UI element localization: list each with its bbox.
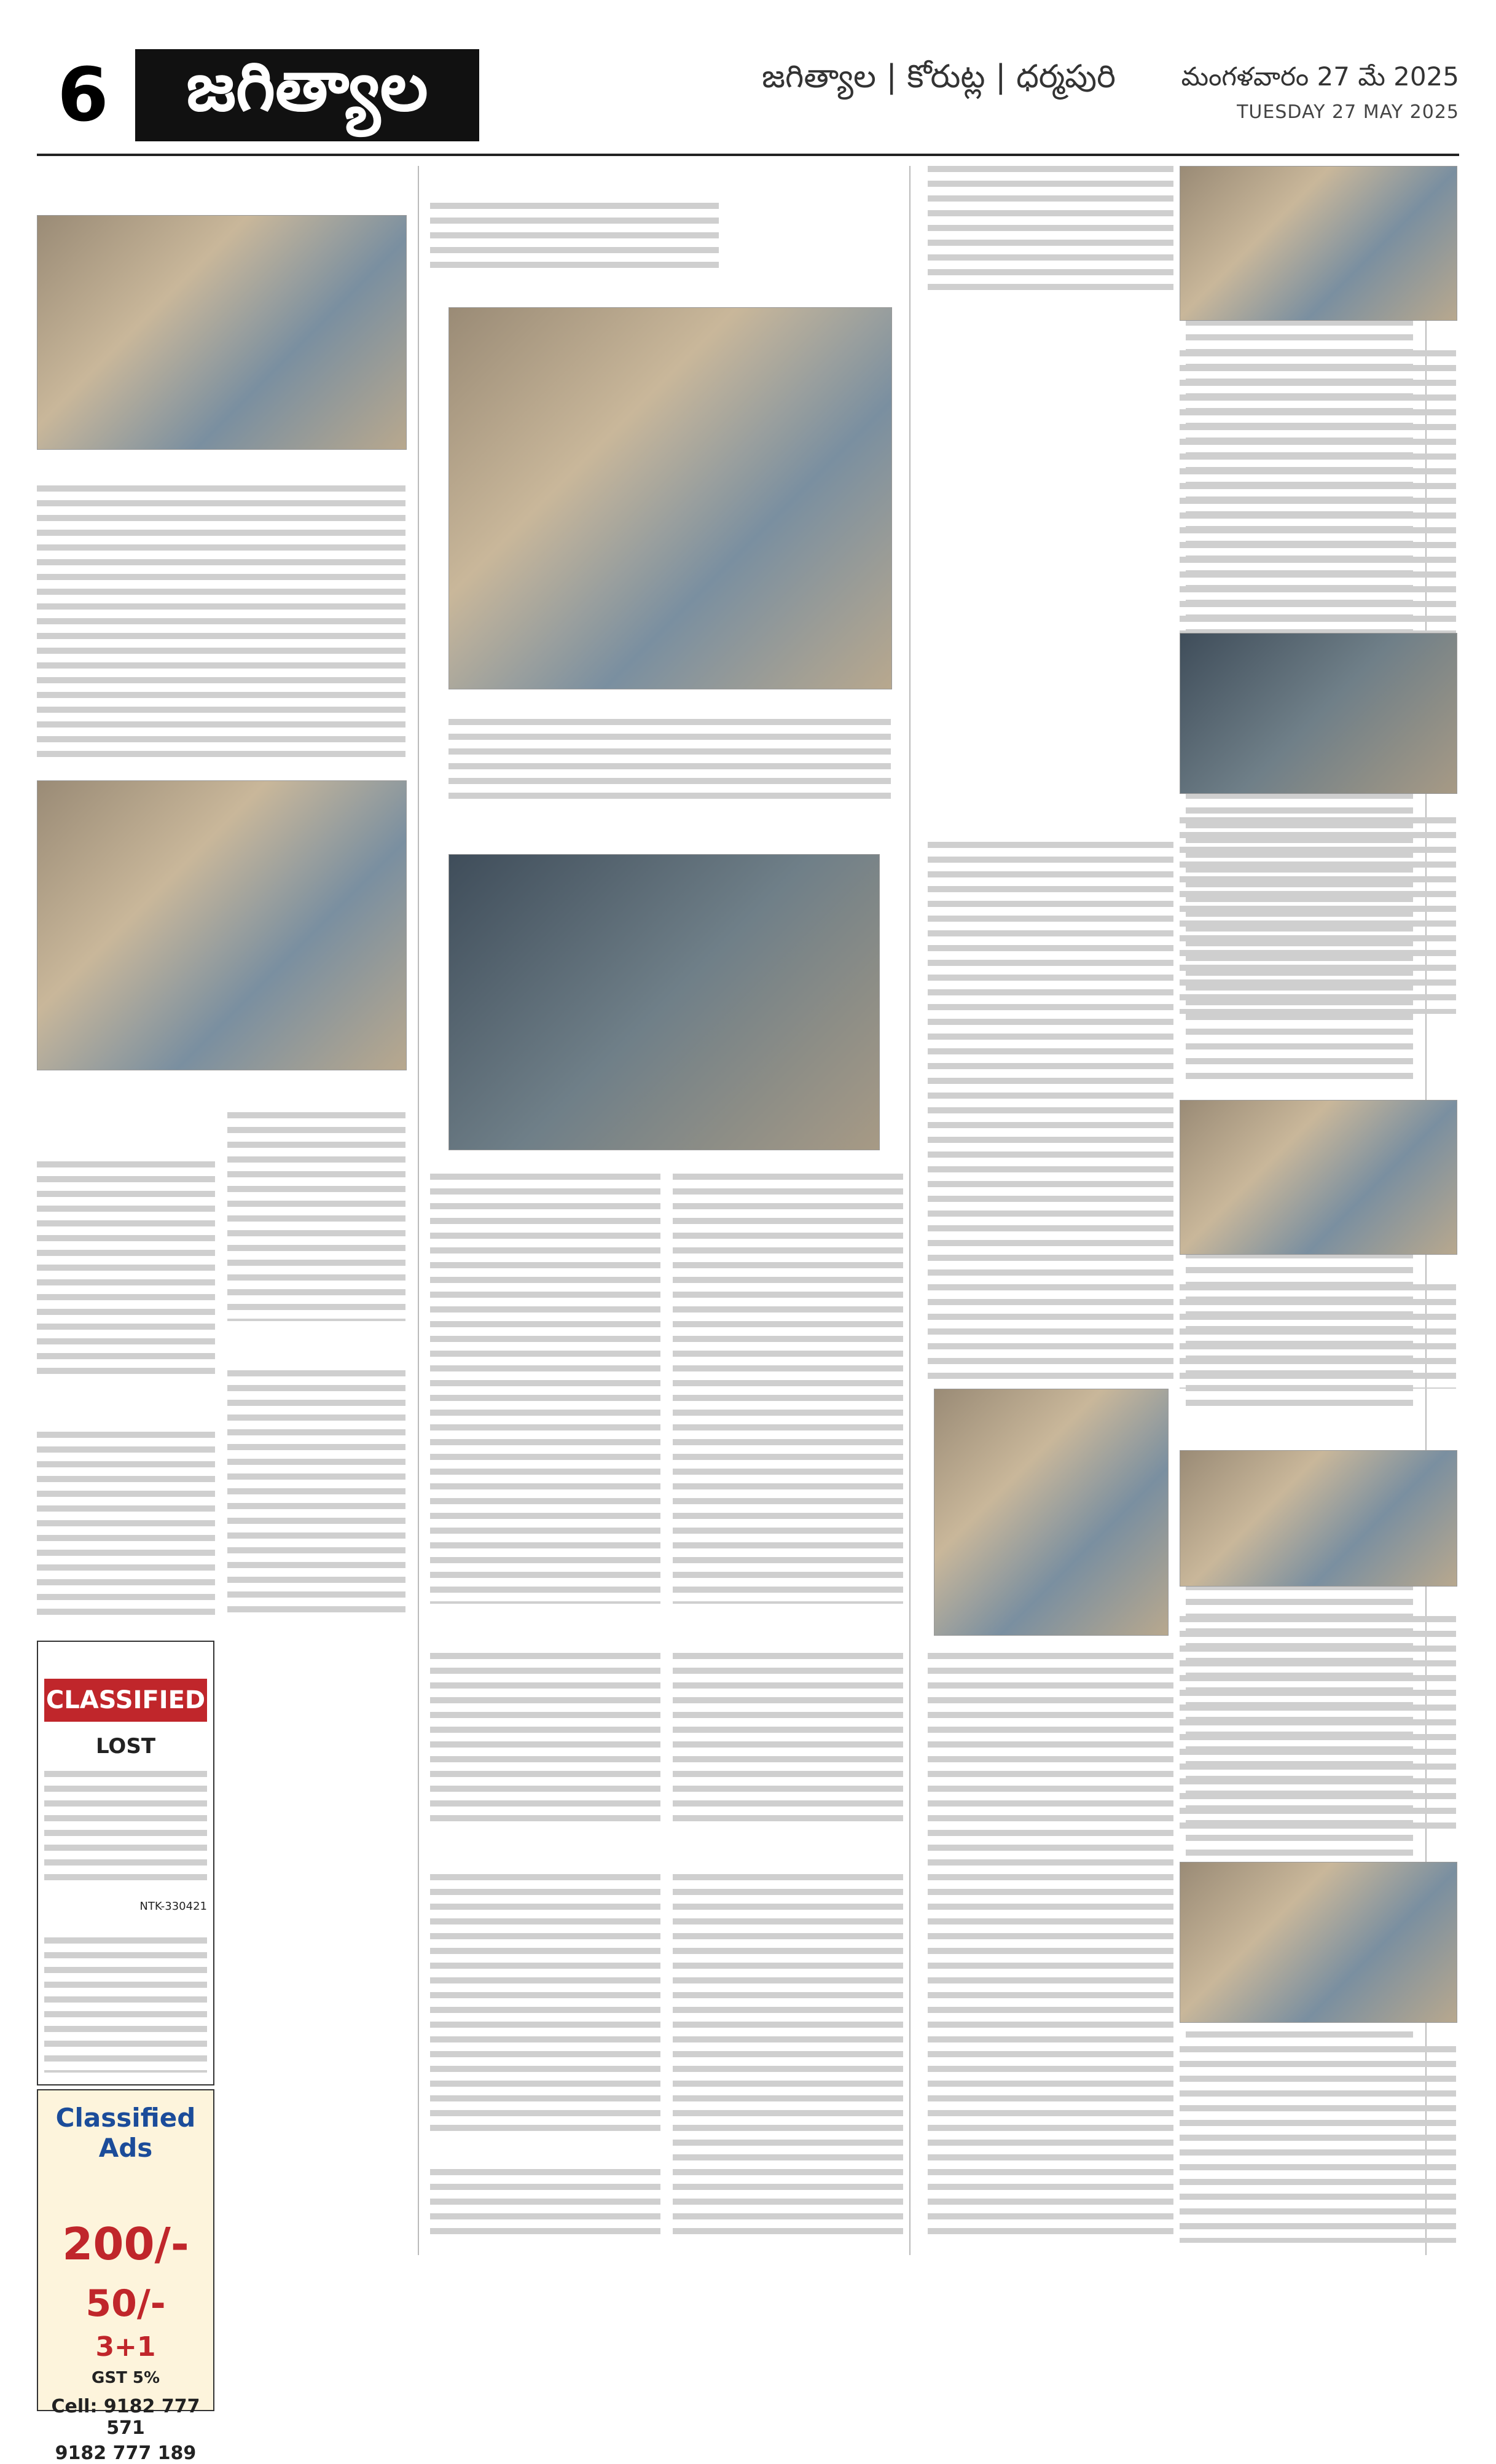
- headline: [430, 203, 719, 270]
- story-photo: [448, 307, 892, 689]
- story-body: [673, 1653, 903, 1825]
- story-body: [37, 1432, 215, 1616]
- lost-label: LOST: [95, 1734, 156, 1759]
- classified-ads-logo: Classified Ads: [55, 2103, 196, 2163]
- story-body: [430, 1653, 660, 1825]
- classified-ad-box: [37, 1641, 214, 2085]
- story-body: [430, 2169, 660, 2243]
- page-title: జగిత్యాల: [135, 49, 479, 141]
- price-extra: 50/-: [85, 2282, 166, 2325]
- story-body: [430, 1874, 660, 2132]
- story-body: [928, 842, 1173, 1383]
- story-photo: [448, 854, 880, 1150]
- phone-1: Cell: 9182 777 571: [51, 2396, 200, 2439]
- story-body: [928, 166, 1173, 295]
- story-body: [928, 1653, 1173, 2243]
- classified-label: CLASSIFIED: [44, 1679, 207, 1722]
- story-body: [1180, 2046, 1456, 2243]
- story-photo: [1180, 1862, 1457, 2023]
- ad-pricing-box: [37, 2089, 214, 2464]
- phone-2: 9182 777 189: [55, 2442, 197, 2464]
- story-photo: [1180, 1100, 1457, 1255]
- offer: 3+1: [95, 2331, 156, 2363]
- price-main: 200/-: [62, 2218, 189, 2270]
- column-4: [1167, 166, 1459, 2255]
- story-body: [1180, 1284, 1456, 1389]
- story-body: [430, 1174, 660, 1604]
- section-list: జగిత్యాల | కోరుట్ల | ధర్మపురి: [762, 58, 1116, 95]
- story-body: [37, 485, 405, 762]
- notice-text: [44, 1937, 207, 2073]
- story-body: [1180, 1616, 1456, 1837]
- story-photo: [37, 780, 407, 1070]
- date-telugu: మంగళవారం 27 మే 2025: [1181, 61, 1459, 92]
- story-photo: [934, 1389, 1169, 1636]
- story-photo: [1180, 633, 1457, 794]
- column-2: [430, 166, 911, 2255]
- story-photo: [1180, 166, 1457, 321]
- lost-notice: [44, 1771, 207, 1888]
- story-body: [1180, 817, 1456, 1014]
- story-photo: [37, 215, 407, 450]
- masthead: [37, 43, 1459, 156]
- story-photo: [1180, 1450, 1457, 1587]
- story-body: [1180, 350, 1456, 657]
- story-body: [673, 1874, 903, 2243]
- story-body: [673, 1174, 903, 1604]
- story-body: [227, 1370, 405, 1616]
- date-english: TUESDAY 27 MAY 2025: [1237, 101, 1459, 123]
- page-number: 6: [57, 52, 109, 138]
- story-body: [448, 719, 891, 799]
- story-body: [37, 1161, 215, 1383]
- column-1: [37, 166, 419, 2464]
- story-body: [227, 1112, 405, 1321]
- ntk-code: NTK-330421: [139, 1900, 207, 1913]
- gst-note: GST 5%: [92, 2369, 160, 2387]
